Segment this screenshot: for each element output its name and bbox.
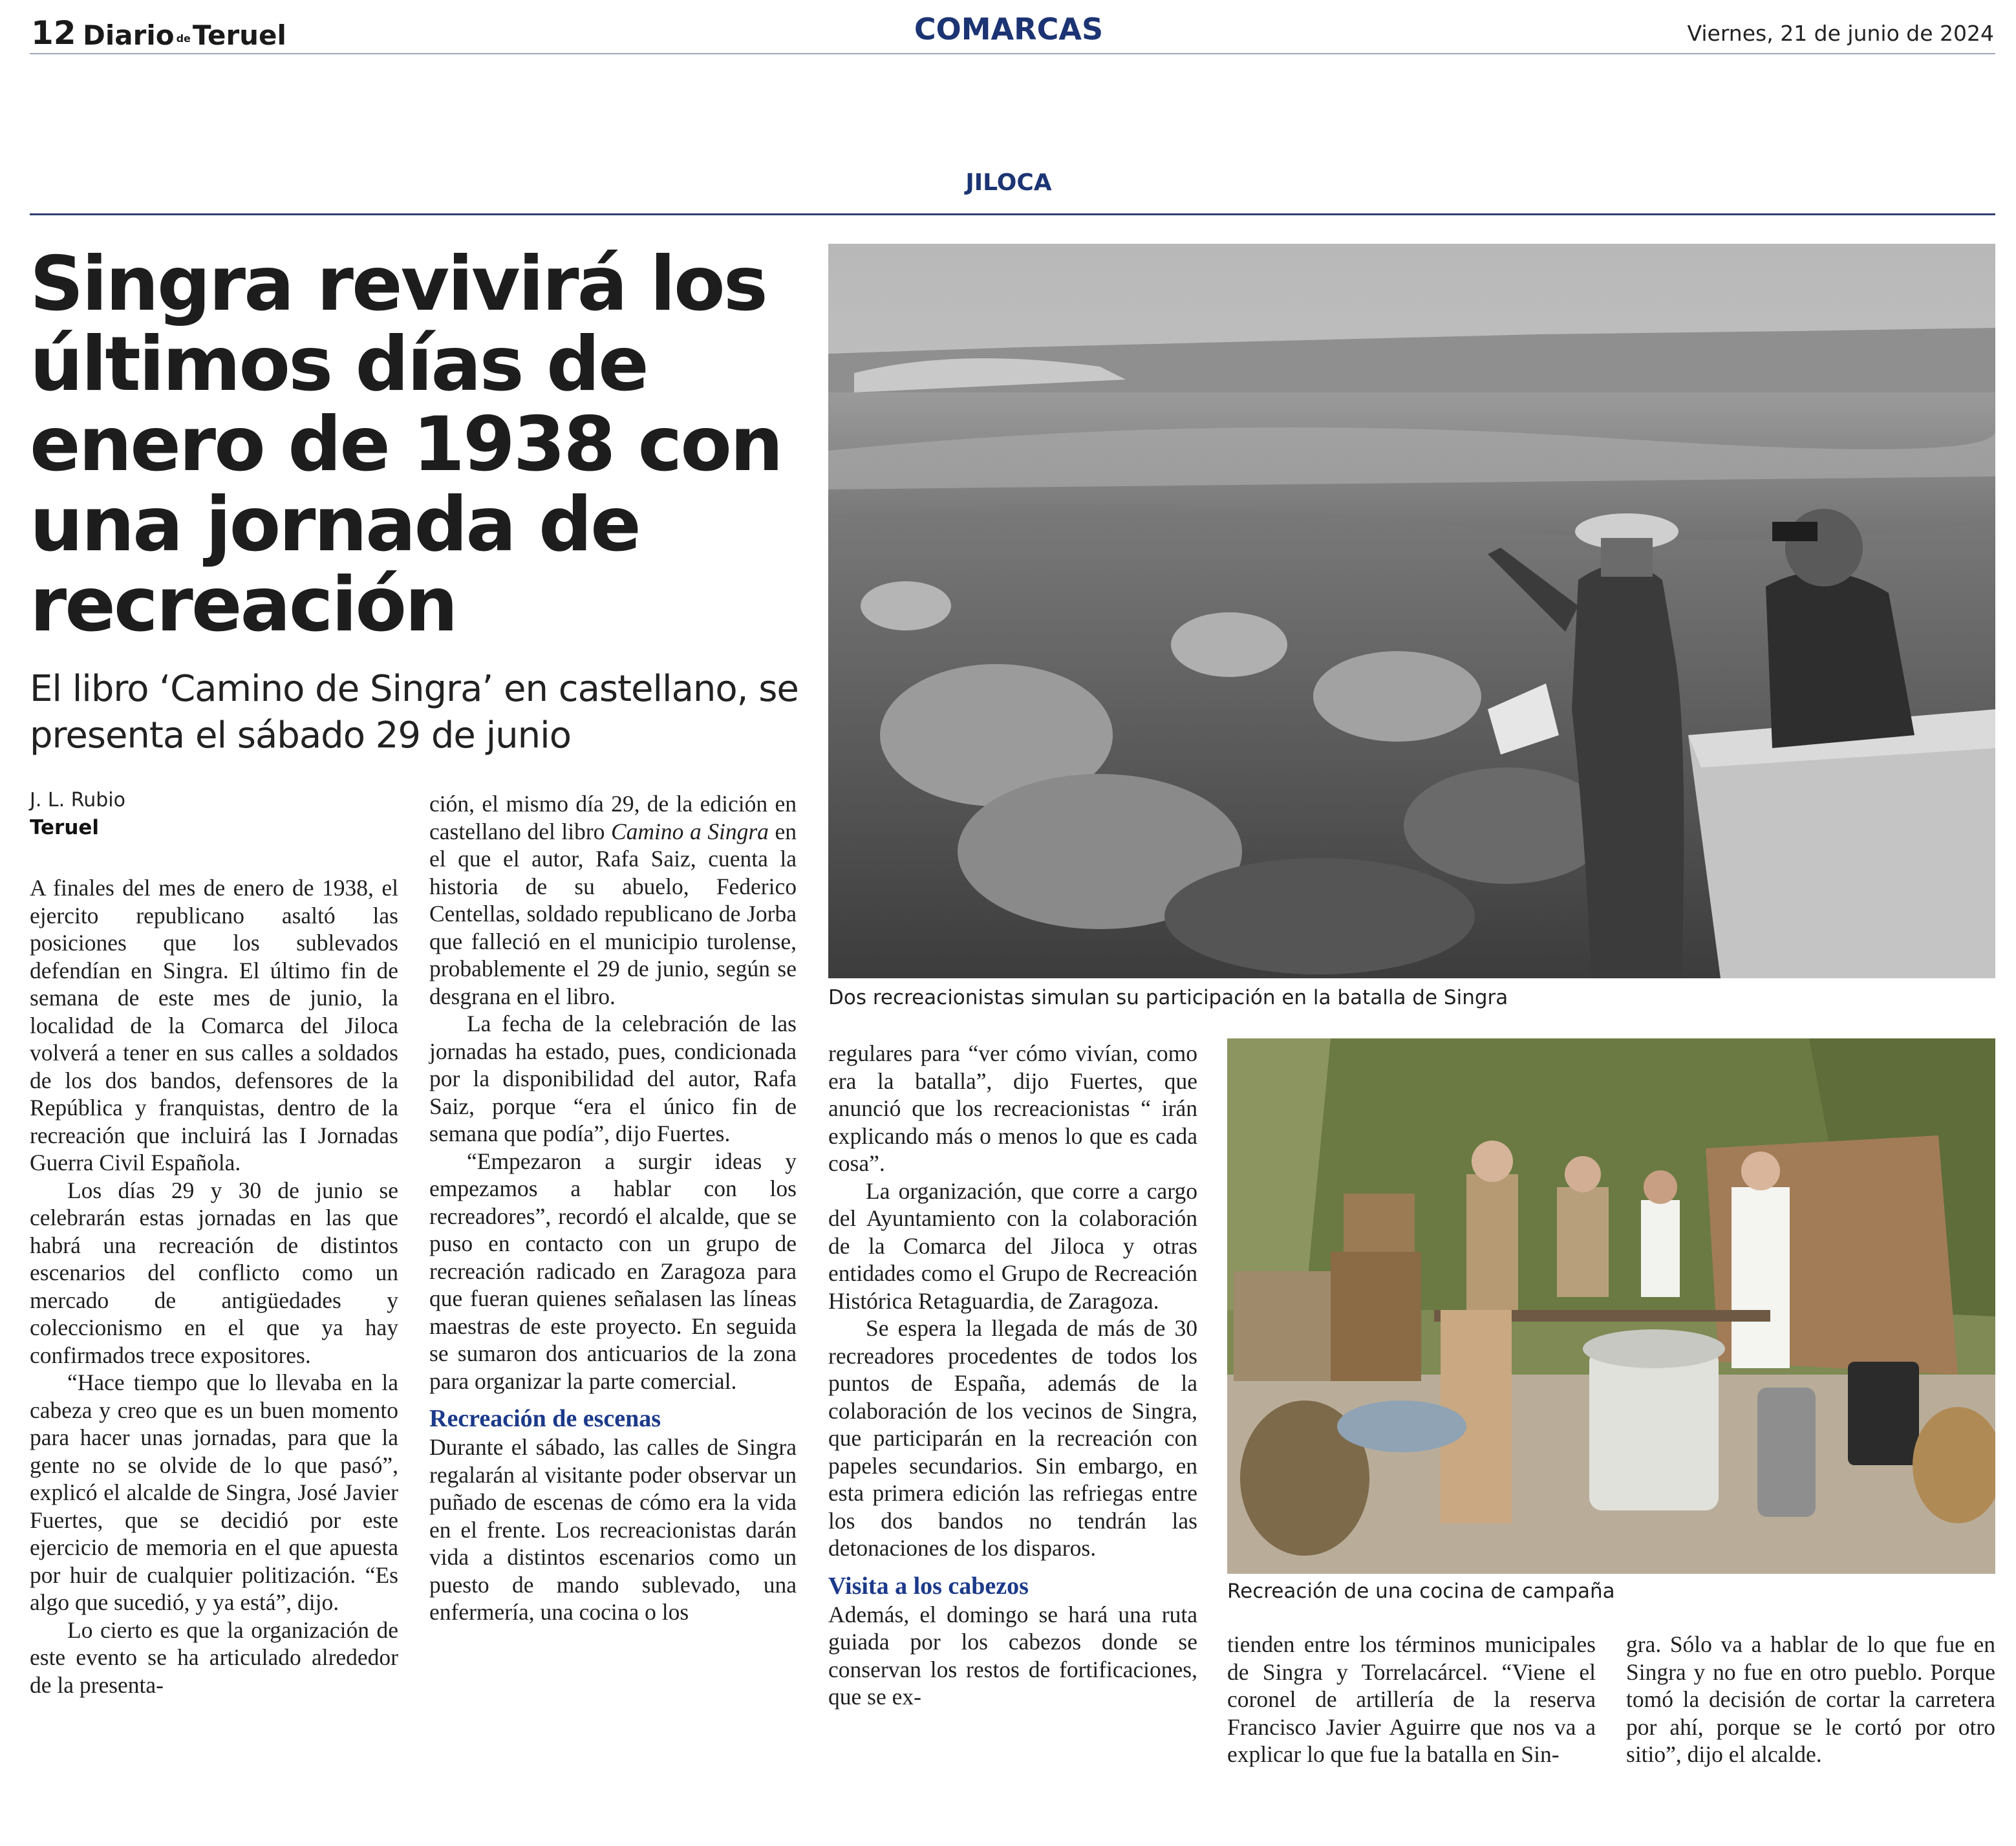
paragraph: gra. Sólo va a hablar de lo que fue en Singra y no fue en otro pueblo. Porque tomó la decisión de cortar la carretera por ahí, porque se le cortó por otro sitio”, dijo el alcalde. (1626, 1631, 1995, 1767)
paragraph: Además, el domingo se hará una ruta guiada por los cabezos donde se conservan los restos de fortificaciones, que se ex- (828, 1601, 1197, 1710)
paragraph: regulares para “ver cómo vivían, como era la batalla”, dijo Fuertes, que anunció que los recreacionistas “ irán explicando más o menos lo que es cada cosa”. (828, 1040, 1197, 1176)
newspaper-logo (83, 19, 286, 51)
logo-part2: Teruel (192, 19, 286, 51)
issue-date: Viernes, 21 de junio de 2024 (1687, 21, 1994, 46)
paragraph: A finales del mes de enero de 1938, el ejercito republicano asaltó las posiciones que los sublevados defendían en Singra. El último fin de semana de este mes de junio, la localidad de la Comarca del Jiloca volverá a tener en sus calles a soldados de los dos bandos, defensores de la República y franquistas, dentro de la recreación que incluirá las I Jornadas Guerra Civil Española. (30, 875, 398, 1175)
paragraph (429, 790, 797, 1010)
byline-location: Teruel (30, 816, 100, 839)
text-run: en el que el autor, Rafa Saiz, cuenta la historia de su abuelo, Federico Centellas, soldado republicano de Jorba que falleció en el municipio turolense, probablemente el 29 de junio, según se desgrana en el libro. (429, 818, 797, 1009)
byline-author: J. L. Rubio (30, 789, 125, 811)
section-heading: Recreación de escenas (429, 1405, 661, 1432)
paragraph: Los días 29 y 30 de junio se celebrarán estas jornadas en las que habrá una recreación de distintos escenarios del conflicto como un mercado de antigüedades y coleccionismo en el que ya hay confirmados trece expositores. (30, 1177, 398, 1368)
subsection-title: JILOCA (965, 169, 1052, 196)
subsection-divider (30, 213, 1995, 215)
photo-battlefield-image (828, 244, 1995, 978)
section-title: COMARCAS (914, 12, 1104, 47)
paragraph: “Hace tiempo que lo llevaba en la cabeza y creo que es un buen momento para hacer unas jornadas, para que la gente no se olvide de lo que pasó”, explicó el alcalde de Singra, José Javier Fuertes, que se decidió por este ejercicio de memoria en el que apuesta por huir de cualquier politización. “Es algo que sucedió, y ya está”, dijo. (30, 1369, 398, 1615)
subheadline: El libro ‘Camino de Singra’ en castellano, se presenta el sábado 29 de junio (30, 668, 799, 757)
logo-de: de (176, 32, 191, 45)
paragraph: “Empezaron a surgir ideas y empezamos a hablar con los recreadores”, recordó el alcalde, que se puso en contacto con un grupo de recreación radicado en Zaragoza para que fueran quienes señalasen las líneas maestras de este proyecto. En seguida se sumaron dos anticuarios de la zona para organizar la parte comercial. (429, 1148, 797, 1394)
photo-battlefield-reenactors (828, 244, 1995, 978)
photo-caption-1: Dos recreacionistas simulan su participación en la batalla de Singra (828, 986, 1508, 1009)
body-column-5 (1626, 1631, 1995, 1768)
paragraph: Se espera la llegada de más de 30 recreadores procedentes de todos los puntos de España, además de la colaboración de los vecinos de Singra, que participarán en la recreación con papeles secundarios. Sin embargo, en esta primera edición las refriegas entre los dos bandos no tendrán las detonaciones de los disparos. (828, 1315, 1197, 1561)
body-column-3 (828, 1040, 1197, 1711)
photo-field-kitchen-image (1227, 1038, 1995, 1574)
photo-caption-2: Recreación de una cocina de campaña (1227, 1580, 1615, 1603)
paragraph: tienden entre los términos municipales de Singra y Torrelacárcel. “Viene el coronel de artillería de la reserva Francisco Javier Aguirre que nos va a explicar lo que fue la batalla en Sin- (1227, 1631, 1596, 1767)
header-divider (30, 53, 1995, 54)
body-column-4 (1227, 1631, 1596, 1768)
photo-field-kitchen (1227, 1038, 1995, 1574)
body-column-2 (429, 790, 797, 1626)
headline: Singra revivirá los últimos días de enero de 1938 con una jornada de recreación (30, 241, 782, 649)
page-number: 12 (31, 14, 76, 52)
paragraph: La fecha de la celebración de las jornadas ha estado, pues, condicionada por la disponibilidad del autor, Rafa Saiz, porque “era el único fin de semana que podía”, dijo Fuertes. (429, 1011, 797, 1146)
text-run: ción, el mismo día 29, de la edición en castellano del libro (429, 791, 797, 844)
section-heading: Visita a los cabezos (828, 1572, 1029, 1600)
body-column-1 (30, 874, 398, 1699)
paragraph: Lo cierto es que la organización de este evento se ha articulado alrededor de la presenta- (30, 1616, 398, 1698)
logo-part1: Diario (83, 19, 175, 51)
paragraph: Durante el sábado, las calles de Singra regalarán al visitante poder observar un puñado de escenas de cómo era la vida en el frente. Los recreacionistas darán vida a distintos escenarios como un puesto de mando sublevado, una enfermería, una cocina o los (429, 1434, 797, 1625)
book-title: Camino a Singra (610, 818, 769, 844)
paragraph: La organización, que corre a cargo del Ayuntamiento con la colaboración de la Comarca del Jiloca y otras entidades como el Grupo de Recreación Histórica Retaguardia, de Zaragoza. (828, 1177, 1197, 1314)
